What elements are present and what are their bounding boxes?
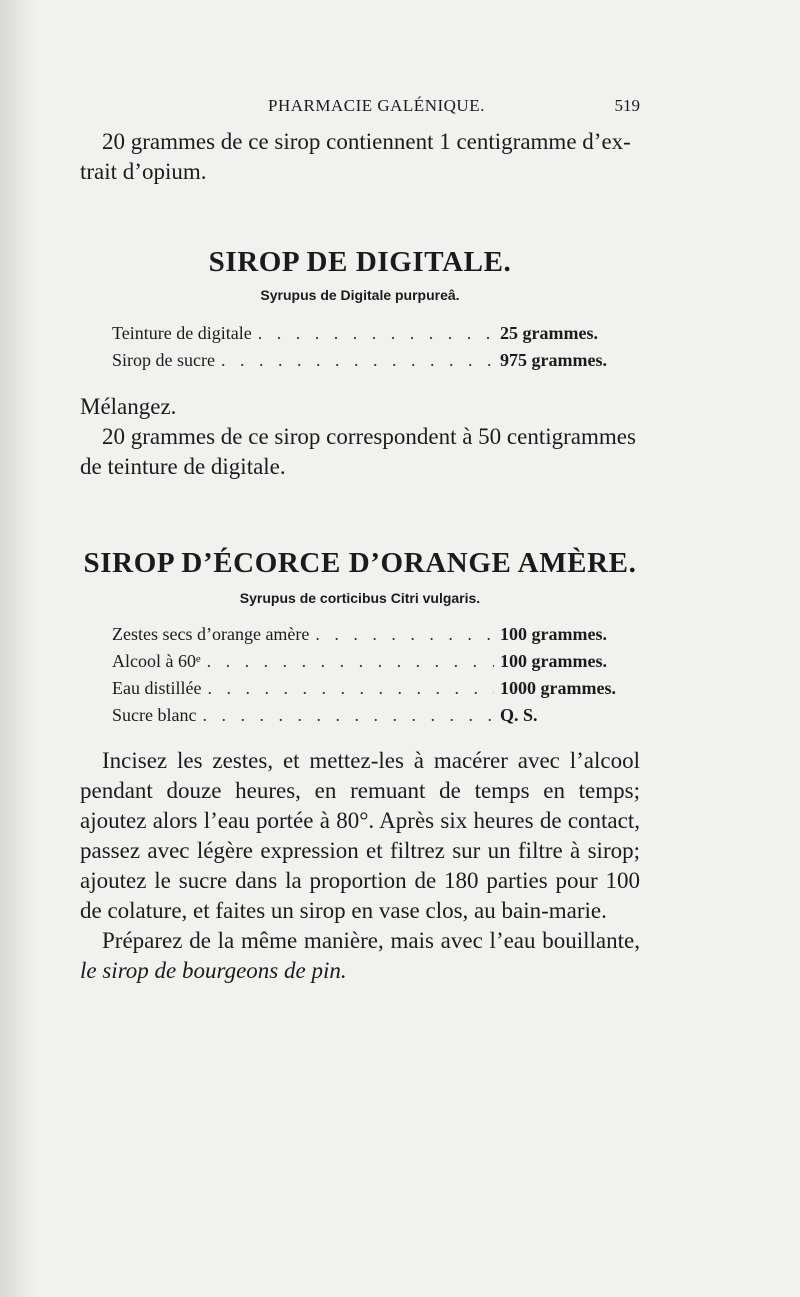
- recipe-orange: [112, 624, 616, 732]
- digitale-paragraph-2-line-2: de teinture de digitale.: [80, 454, 286, 479]
- recipe-digitale: [112, 323, 612, 377]
- leader-dots: [202, 705, 494, 726]
- ingredient-quantity: 100 grammes.: [500, 651, 607, 671]
- running-title: PHARMACIE GALÉNIQUE.: [268, 96, 485, 115]
- intro-line-2: trait d’opium.: [80, 159, 207, 184]
- ingredient-row: [112, 323, 612, 350]
- orange-paragraph-2-text: Préparez de la même manière, mais avec l’eau bouillante,: [102, 928, 640, 953]
- digitale-paragraph-2-line-1: 20 grammes de ce sirop correspondent à 50 centigrammes: [102, 424, 636, 449]
- running-header: [80, 96, 640, 118]
- ingredient-quantity: 100 grammes.: [500, 624, 607, 644]
- ingredient-name: Zestes secs d’orange amère: [112, 624, 310, 644]
- orange-paragraph-2: [80, 926, 640, 986]
- section-title-orange: SIROP D’ÉCORCE D’ORANGE AMÈRE.: [83, 547, 637, 579]
- section-title-digitale: SIROP DE DIGITALE.: [208, 246, 512, 278]
- ingredient-name: Sucre blanc: [112, 705, 197, 725]
- intro-line-1: 20 grammes de ce sirop contiennent 1 centigramme d’ex-: [102, 129, 631, 154]
- ingredient-name: Sirop de sucre: [112, 350, 215, 370]
- section-subtitle-orange: Syrupus de corticibus Citri vulgaris.: [239, 590, 481, 606]
- ingredient-row: [112, 678, 616, 705]
- orange-paragraph-2-italic: le sirop de bourgeons de pin.: [80, 958, 347, 983]
- ingredient-row: [112, 705, 612, 732]
- ingredient-quantity: 975 grammes.: [500, 350, 607, 370]
- section-subtitle-digitale: Syrupus de Digitale purpureâ.: [260, 287, 460, 303]
- ingredient-row: [112, 651, 612, 678]
- ingredient-row: [112, 624, 612, 651]
- leader-dots: [258, 323, 494, 344]
- page-number: 519: [614, 96, 640, 115]
- page-gutter-shadow: [0, 0, 38, 1297]
- ingredient-name: Teinture de digitale: [112, 323, 252, 343]
- leader-dots: [207, 651, 494, 672]
- digitale-paragraph-1: Mélangez.: [80, 394, 177, 419]
- leader-dots: [221, 350, 494, 371]
- ingredient-quantity: 25 grammes.: [500, 323, 598, 343]
- ingredient-quantity: 1000 grammes.: [500, 678, 616, 698]
- ingredient-quantity: Q. S.: [500, 705, 538, 725]
- leader-dots: [207, 678, 494, 699]
- ingredient-name: Alcool à 60ᵉ: [112, 651, 201, 671]
- leader-dots: [315, 624, 494, 645]
- orange-paragraph-1: Incisez les zestes, et mettez-les à macérer avec l’alcool pendant douze heures, en remuant de temps en temps; ajoutez alors l’eau portée à 80°. Après six heures de contact, passez avec légère expression et filtrez sur un filtre à sirop; ajoutez le sucre dans la proportion de 180 parties pour 100 de colature, et faites un sirop en vase clos, au bain-marie.: [80, 748, 640, 923]
- ingredient-row: [112, 350, 612, 377]
- ingredient-name: Eau distillée: [112, 678, 202, 698]
